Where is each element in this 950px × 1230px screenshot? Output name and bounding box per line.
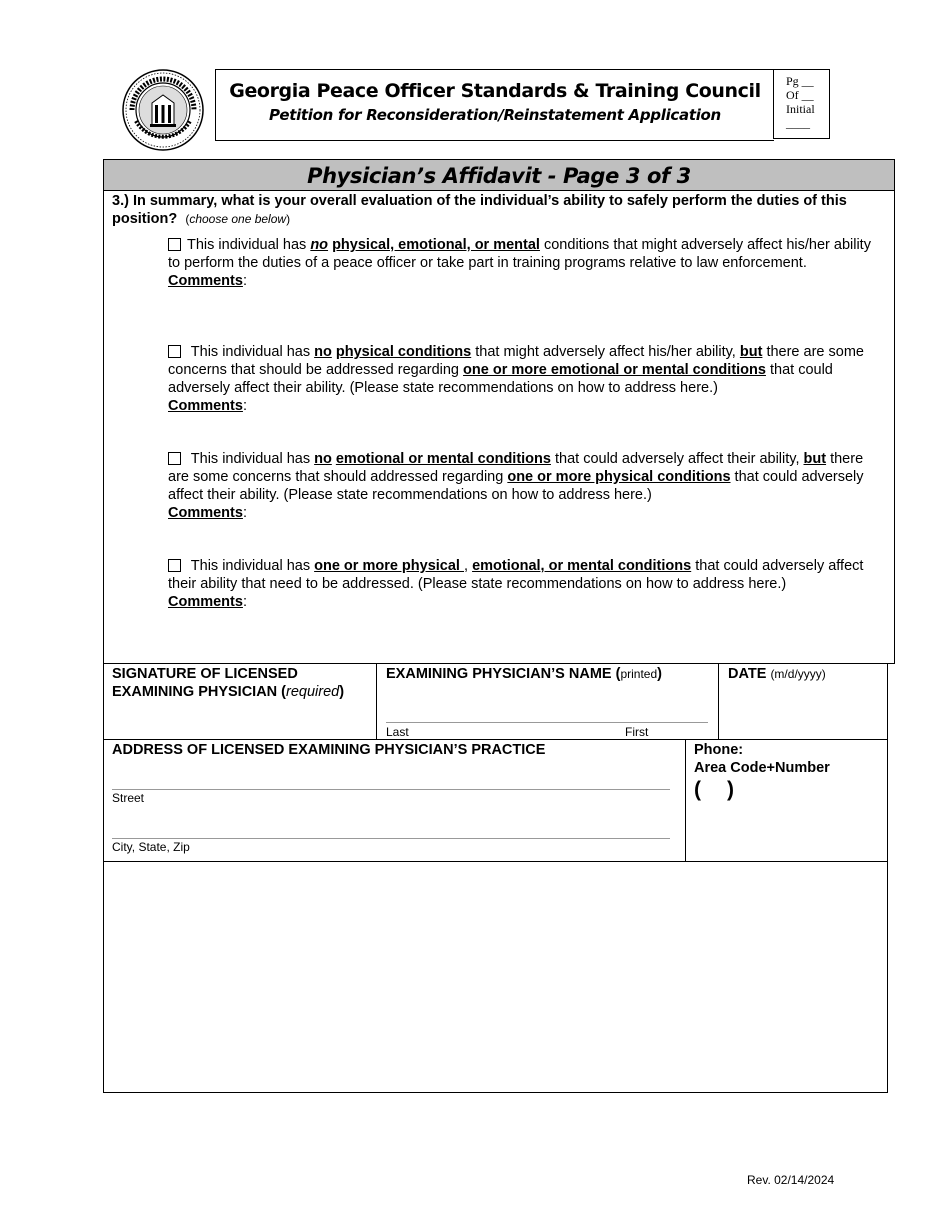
option-3-key2: one or more physical conditions [507,469,731,485]
option-1-checkbox[interactable] [168,238,181,251]
option-2-no: no [314,344,332,360]
option-3-text-b: that could adversely affect their ability, [550,451,804,467]
address-label: ADDRESS OF LICENSED EXAMINING PHYSICIAN’S PRACTICE [112,742,546,758]
option-3-comments-field[interactable] [168,522,884,556]
option-4-key2: emotional, or mental conditions [472,558,692,574]
option-4-comma: , [464,558,473,574]
option-2 [168,343,884,415]
option-3-colon: : [242,505,247,521]
area-code-open: ( [694,778,701,801]
agency-title: Georgia Peace Officer Standards & Training Council [229,80,761,102]
phone-label: Phone: [694,742,744,758]
option-3 [168,450,884,522]
option-4-text-b: that could adversely affect their ability that need to be addressed. (Please state recommendations on how to address here.) [168,558,864,592]
date-cell[interactable] [719,664,887,740]
revision-date: Rev. 02/14/2024 [747,1173,835,1187]
option-3-text-a: This individual has [190,451,315,467]
option-4-colon: : [242,594,247,610]
last-name-label: Last [386,725,409,739]
option-2-text-c: there are some concerns that should be addressed regarding [168,344,864,378]
date-label: DATE [728,666,767,682]
physician-name-cell[interactable] [377,664,719,740]
signature-label-1: SIGNATURE OF LICENSED [112,666,298,682]
section-banner [104,160,894,191]
option-3-but: but [803,451,827,467]
date-format: (m/d/yyyy) [770,667,826,681]
option-1-comments-label: Comments [168,273,243,289]
affidavit-section [103,159,895,664]
option-4-comments-label: Comments [168,594,243,610]
physician-name-line [386,722,708,723]
street-label: Street [112,791,145,805]
blank-area [104,862,887,1092]
question-hint: choose one below [189,212,287,226]
first-name-label: First [625,725,649,739]
form-subtitle: Petition for Reconsideration/Reinstatement Application [269,106,721,124]
option-3-checkbox[interactable] [168,452,181,465]
phone-cell[interactable] [686,740,887,862]
option-4-key1: one or more physical [314,558,464,574]
option-2-text-d: that could adversely affect their ability. (Please state recommendations on how to address here.) [168,362,833,396]
page-of-field[interactable]: Of __ [786,88,814,102]
option-3-comments-label: Comments [168,505,243,521]
option-4-comments-field[interactable] [168,612,884,658]
option-2-comments-label: Comments [168,398,243,414]
section-title: Physician’s Affidavit - Page 3 of 3 [307,164,691,188]
signature-cell[interactable] [104,664,377,740]
physician-info-table [103,664,888,1093]
option-3-text-d: that could adversely affect their ability. (Please state recommendations on how to address here.) [168,469,864,503]
option-1-colon: : [242,273,247,289]
option-1-key: physical, emotional, or mental [332,237,540,253]
option-2-but: but [739,344,763,360]
option-2-key1: physical conditions [335,344,472,360]
area-code-field[interactable] [694,777,879,803]
option-2-key2: one or more emotional or mental conditions [463,362,766,378]
signature-close: ) [339,684,345,700]
question-3: 3.) In summary, what is your overall evaluation of the individual’s ability to safely perform the duties of this position? (choose one below) [112,193,847,227]
question-text: 3.) In summary, what is your overall evaluation of the individual’s ability to safely perform the duties of this position? [112,193,847,227]
page-number-field[interactable]: Pg __ [786,74,814,88]
street-line[interactable] [112,789,670,790]
physician-name-close: ) [657,666,662,682]
option-1-comments-field[interactable] [168,308,884,342]
initial-label: Initial [786,102,815,116]
option-2-comments-field[interactable] [168,415,884,449]
address-cell [104,740,686,862]
option-4-checkbox[interactable] [168,559,181,572]
option-2-text-b: that might adversely affect his/her ability, [471,344,740,360]
option-1-text-a: This individual has [187,237,311,253]
option-2-colon: : [242,398,247,414]
city-state-zip-line[interactable] [112,838,670,839]
area-code-close: ) [727,778,734,801]
signature-required: required [286,684,340,700]
option-1 [168,236,884,290]
physician-name-label: EXAMINING PHYSICIAN’S NAME ( [386,666,621,682]
city-state-zip-label: City, State, Zip [112,840,190,854]
option-2-text-a: This individual has [190,344,315,360]
option-3-key1: emotional or mental conditions [335,451,551,467]
option-4-text-a: This individual has [190,558,315,574]
option-3-text-c: there are some concerns that should addressed regarding [168,451,864,485]
phone-sub-label: Area Code+Number [694,760,830,776]
form-header [215,69,774,141]
option-2-checkbox[interactable] [168,345,181,358]
physician-name-printed: printed [620,667,658,681]
page-initial-box [773,69,830,139]
initial-field[interactable]: ____ [786,116,810,130]
signature-label-2: EXAMINING PHYSICIAN ( [112,684,287,700]
option-3-no: no [314,451,332,467]
georgia-post-seal-logo [122,69,204,151]
option-4 [168,557,884,611]
option-1-text-b: conditions that might adversely affect his/her ability to perform the duties of a peace officer or take part in training programs relative to law enforcement. [168,237,871,271]
option-1-no: no [310,237,329,253]
